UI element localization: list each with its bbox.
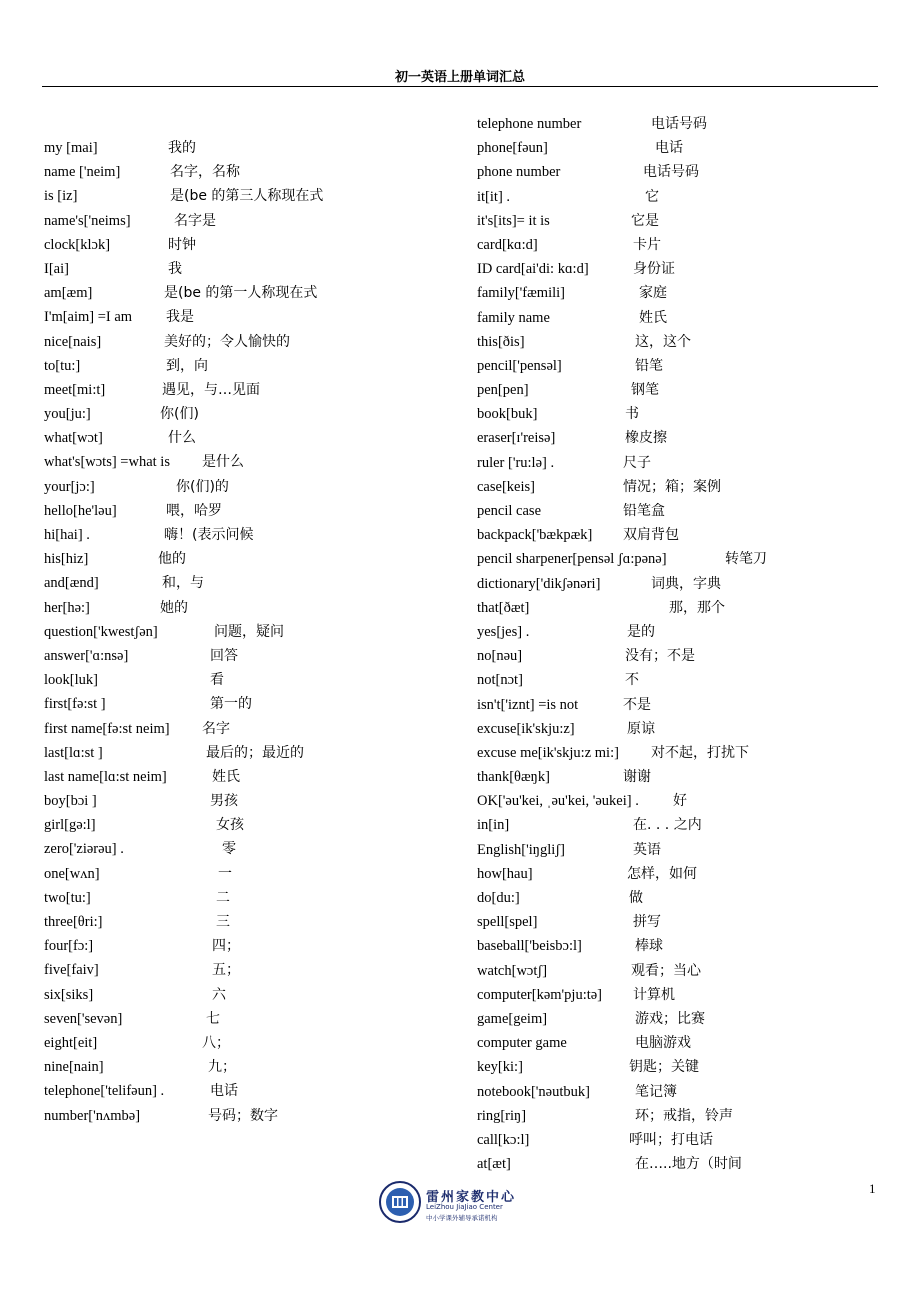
chinese-meaning: 它 xyxy=(645,188,659,205)
english-word: I'm[aim] =I am xyxy=(44,309,133,326)
english-word: computer[kəm'pju:tə] xyxy=(477,986,603,1003)
chinese-meaning: 我的 xyxy=(168,140,196,156)
chinese-meaning: 英语 xyxy=(633,841,661,858)
english-word: phone number xyxy=(477,164,561,181)
chinese-meaning: 做 xyxy=(629,890,643,906)
chinese-meaning: 不 xyxy=(625,672,639,689)
english-word: key[ki:] xyxy=(477,1059,523,1076)
logo-emblem-icon xyxy=(378,1180,422,1224)
english-word: my [mai] xyxy=(44,140,98,156)
chinese-meaning: 嗨！(表示问候 xyxy=(164,527,254,543)
chinese-meaning: 谢谢 xyxy=(623,769,651,786)
english-word: pencil sharpener[pensəl ʃɑ:pənə] xyxy=(477,551,667,568)
chinese-meaning: 怎样，如何 xyxy=(627,865,697,882)
english-word: case[keis] xyxy=(477,478,535,495)
chinese-meaning: 不是 xyxy=(623,696,651,713)
chinese-meaning: 电话 xyxy=(210,1083,238,1100)
english-word: spell[spel] xyxy=(477,914,538,931)
english-word: in[in] xyxy=(477,817,510,834)
chinese-meaning: 名字，名称 xyxy=(170,164,240,181)
chinese-meaning: 卡片 xyxy=(633,236,661,253)
english-word: what[wɔt] xyxy=(44,430,103,447)
chinese-meaning: 这，这个 xyxy=(635,333,691,350)
chinese-meaning: 到，向 xyxy=(166,357,208,374)
chinese-meaning: 回答 xyxy=(210,647,238,664)
logo-name: 雷州家教中心 xyxy=(426,1190,517,1205)
english-word: her[hə:] xyxy=(44,599,90,616)
chinese-meaning: 铅笔盒 xyxy=(623,503,665,519)
english-word: pen[pen] xyxy=(477,382,529,399)
chinese-meaning: 环；戒指，铃声 xyxy=(635,1107,733,1124)
english-word: thank[θæŋk] xyxy=(477,769,550,786)
english-word: nice[nais] xyxy=(44,333,102,350)
chinese-meaning: 二 xyxy=(216,889,230,906)
chinese-meaning: 他的 xyxy=(158,551,186,568)
chinese-meaning: 钢笔 xyxy=(631,382,659,399)
english-word: meet[mi:t] xyxy=(44,381,106,398)
chinese-meaning: 电话 xyxy=(655,140,683,157)
chinese-meaning: 电话号码 xyxy=(651,116,707,132)
english-word: that[ðæt] xyxy=(477,599,530,616)
english-word: and[ænd] xyxy=(44,575,99,592)
chinese-meaning: 它是 xyxy=(631,212,659,229)
english-word: two[tu:] xyxy=(44,889,91,906)
english-word: it's[its]= it is xyxy=(477,212,550,229)
chinese-meaning: 那，那个 xyxy=(669,599,725,616)
english-word: hello[he'ləu] xyxy=(44,502,117,519)
english-word: family['fæmili] xyxy=(477,285,565,302)
chinese-meaning: 姓氏 xyxy=(639,309,667,326)
logo xyxy=(378,1180,528,1226)
english-word: pencil['pensəl] xyxy=(477,357,562,374)
chinese-meaning: 三 xyxy=(216,914,230,930)
chinese-meaning: 姓氏 xyxy=(212,768,240,785)
english-word: answer['ɑ:nsə] xyxy=(44,647,129,664)
english-word: English['iŋgliʃ] xyxy=(477,841,565,858)
chinese-meaning: 名字是 xyxy=(174,212,216,229)
chinese-meaning: 是的 xyxy=(627,623,655,640)
english-word: OK['əu'kei, ˌəu'kei, 'əukei] . xyxy=(477,793,639,810)
english-word: one[wʌn] xyxy=(44,865,100,882)
english-word: six[siks] xyxy=(44,986,94,1003)
english-word: this[ðis] xyxy=(477,333,525,350)
english-word: baseball['beisbɔ:l] xyxy=(477,938,582,955)
english-word: excuse[ik'skju:z] xyxy=(477,720,575,737)
english-word: ring[riŋ] xyxy=(477,1107,527,1124)
chinese-meaning: 问题，疑问 xyxy=(214,623,284,640)
english-word: eight[eit] xyxy=(44,1034,98,1051)
english-word: first name[fə:st neim] xyxy=(44,720,170,737)
english-word: girl[gə:l] xyxy=(44,817,96,834)
english-word: you[ju:] xyxy=(44,406,91,423)
chinese-meaning: 棒球 xyxy=(635,938,663,955)
logo-english: LeiZhou JiaJiao Center xyxy=(426,1203,503,1211)
chinese-meaning: 六 xyxy=(212,986,226,1003)
chinese-meaning: 是(be 的第一人称现在式 xyxy=(164,285,318,302)
english-word: pencil case xyxy=(477,503,542,519)
english-word: watch[wɔtʃ] xyxy=(477,962,548,979)
chinese-meaning: 最后的；最近的 xyxy=(206,744,304,761)
english-word: yes[jes] . xyxy=(477,623,530,640)
english-word: number['nʌmbə] xyxy=(44,1107,141,1124)
chinese-meaning: 名字 xyxy=(202,720,230,737)
chinese-meaning: 电话号码 xyxy=(643,164,699,181)
chinese-meaning: 橡皮擦 xyxy=(625,430,667,447)
chinese-meaning: 电脑游戏 xyxy=(635,1035,691,1052)
chinese-meaning: 第一的 xyxy=(210,696,252,713)
english-word: family name xyxy=(477,309,550,326)
english-word: name ['neim] xyxy=(44,164,121,181)
english-word: notebook['nəutbuk] xyxy=(477,1083,590,1100)
chinese-meaning: 在…..地方（时间 xyxy=(635,1156,742,1173)
english-word: card[kɑ:d] xyxy=(477,236,538,253)
english-word: isn't['iznt] =is not xyxy=(477,696,579,713)
chinese-meaning: 我 xyxy=(168,260,182,277)
english-word: do[du:] xyxy=(477,890,520,906)
chinese-meaning: 是什么 xyxy=(202,454,244,471)
chinese-meaning: 好 xyxy=(673,793,687,810)
english-word: ruler ['ru:lə] . xyxy=(477,454,555,471)
chinese-meaning: 家庭 xyxy=(639,285,667,302)
chinese-meaning: 计算机 xyxy=(633,986,675,1003)
english-word: nine[nain] xyxy=(44,1059,104,1076)
chinese-meaning: 在. . . 之内 xyxy=(633,817,702,834)
english-word: to[tu:] xyxy=(44,357,81,374)
english-word: hi[hai] . xyxy=(44,527,90,543)
english-word: excuse me[ik'skju:z mi:] xyxy=(477,744,619,761)
chinese-meaning: 七 xyxy=(206,1010,220,1027)
page-number: 1 xyxy=(869,1181,876,1196)
english-word: ID card[ai'di: kɑ:d] xyxy=(477,261,589,278)
english-word: first[fə:st ] xyxy=(44,696,106,713)
chinese-meaning: 词典，字典 xyxy=(651,575,721,592)
english-word: phone[fəun] xyxy=(477,140,548,157)
english-word: not[nɔt] xyxy=(477,672,523,689)
chinese-meaning: 和，与 xyxy=(162,575,204,592)
chinese-meaning: 游戏；比赛 xyxy=(635,1010,705,1027)
english-word: what's[wɔts] =what is xyxy=(44,454,170,471)
english-word: look[luk] xyxy=(44,672,98,689)
chinese-meaning: 观看；当心 xyxy=(631,962,701,979)
english-word: is [iz] xyxy=(44,188,78,205)
english-word: telephone['telifəun] . xyxy=(44,1083,165,1100)
chinese-meaning: 号码；数字 xyxy=(208,1107,278,1124)
header-divider xyxy=(42,86,878,87)
english-word: five[faiv] xyxy=(44,962,99,979)
chinese-meaning: 四； xyxy=(212,938,240,955)
logo-subtitle: 中小学课外辅导承诺机构 xyxy=(426,1214,498,1222)
chinese-meaning: 呼叫；打电话 xyxy=(629,1131,713,1148)
chinese-meaning: 原谅 xyxy=(627,720,655,737)
page-title: 初一英语上册单词汇总 xyxy=(394,70,525,85)
chinese-meaning: 看 xyxy=(210,672,224,689)
chinese-meaning: 我是 xyxy=(166,309,194,326)
english-word: boy[bɔi ] xyxy=(44,793,97,810)
english-word: backpack['bækpæk] xyxy=(477,527,593,544)
english-word: seven['sevən] xyxy=(44,1010,123,1027)
chinese-meaning: 零 xyxy=(222,841,236,858)
english-word: eraser[ɪ'reisə] xyxy=(477,430,556,447)
english-word: four[fɔ:] xyxy=(44,938,94,955)
chinese-meaning: 铅笔 xyxy=(635,357,663,374)
chinese-meaning: 你(们) xyxy=(160,406,199,423)
english-word: telephone number xyxy=(477,116,582,132)
english-word: how[hau] xyxy=(477,865,533,882)
chinese-meaning: 喂，哈罗 xyxy=(166,502,222,519)
chinese-meaning: 是(be 的第三人称现在式 xyxy=(170,188,324,205)
chinese-meaning: 身份证 xyxy=(633,261,675,278)
english-word: computer game xyxy=(477,1035,567,1052)
english-word: game[geim] xyxy=(477,1010,548,1027)
english-word: his[hiz] xyxy=(44,551,89,568)
chinese-meaning: 一 xyxy=(218,865,232,882)
english-word: no[nəu] xyxy=(477,648,523,665)
english-word: name's['neims] xyxy=(44,212,131,229)
chinese-meaning: 遇见，与…见面 xyxy=(162,381,260,398)
chinese-meaning: 对不起，打扰下 xyxy=(651,744,749,761)
chinese-meaning: 什么 xyxy=(168,430,196,447)
english-word: I[ai] xyxy=(44,260,69,277)
english-word: last[lɑ:st ] xyxy=(44,744,103,761)
chinese-meaning: 情况；箱；案例 xyxy=(623,478,721,495)
english-word: call[kɔ:l] xyxy=(477,1131,530,1148)
english-word: dictionary['dikʃənəri] xyxy=(477,575,601,592)
english-word: am[æm] xyxy=(44,285,93,302)
chinese-meaning: 没有；不是 xyxy=(625,648,695,665)
english-word: at[æt] xyxy=(477,1156,511,1173)
chinese-meaning: 五； xyxy=(212,962,240,979)
english-word: your[jɔ:] xyxy=(44,478,95,495)
chinese-meaning: 尺子 xyxy=(623,454,651,471)
chinese-meaning: 钥匙；关键 xyxy=(629,1059,699,1076)
chinese-meaning: 女孩 xyxy=(216,817,244,834)
chinese-meaning: 美好的；令人愉快的 xyxy=(164,333,290,350)
english-word: book[buk] xyxy=(477,406,538,423)
chinese-meaning: 笔记簿 xyxy=(635,1083,677,1100)
chinese-meaning: 九； xyxy=(208,1059,236,1076)
chinese-meaning: 她的 xyxy=(160,599,188,616)
english-word: zero['ziərəu] . xyxy=(44,841,124,858)
english-word: it[it] . xyxy=(477,188,511,205)
chinese-meaning: 双肩背包 xyxy=(623,527,679,544)
chinese-meaning: 男孩 xyxy=(210,793,238,810)
english-word: question['kwestʃən] xyxy=(44,623,158,640)
english-word: last name[lɑ:st neim] xyxy=(44,768,167,785)
chinese-meaning: 转笔刀 xyxy=(725,551,767,568)
chinese-meaning: 你(们)的 xyxy=(176,478,229,495)
chinese-meaning: 拼写 xyxy=(633,914,661,931)
chinese-meaning: 八； xyxy=(202,1034,230,1051)
english-word: clock[klɔk] xyxy=(44,236,111,253)
chinese-meaning: 书 xyxy=(625,406,639,423)
chinese-meaning: 时钟 xyxy=(168,236,196,253)
english-word: three[θri:] xyxy=(44,914,103,930)
